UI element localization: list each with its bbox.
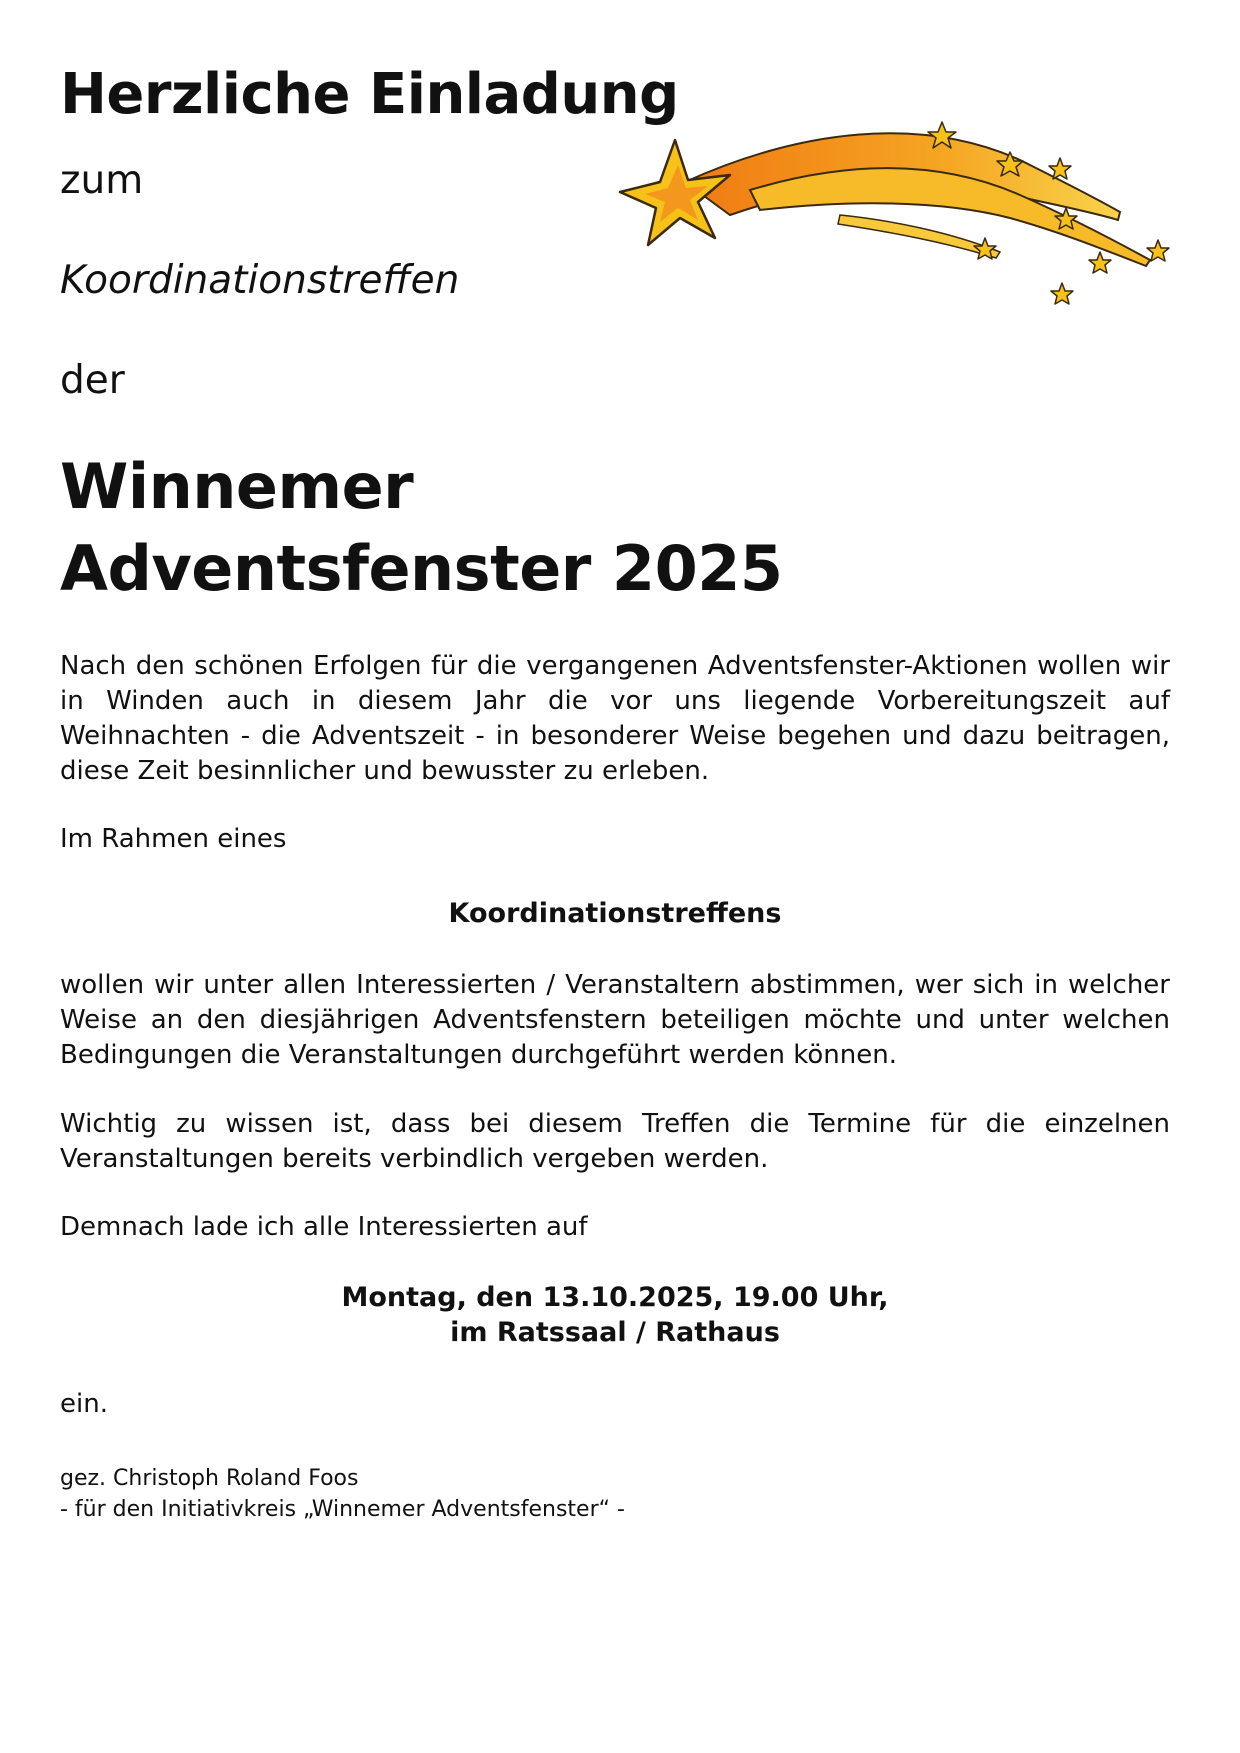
purpose-paragraph: wollen wir unter allen Interessierten / Veranstaltern abstimmen, wer sich in welcher Weise an den diesjährigen Adventsfenstern beteiligen möchte und unter welchen Bedingungen die Veranstaltungen durchgeführt werden können.: [60, 970, 1170, 1070]
event-name: Koordinationstreffen: [60, 258, 460, 303]
small-star-icon: [1051, 283, 1073, 304]
invite-text: Demnach lade ich alle Interessierten auf: [60, 1212, 588, 1242]
event-date: Montag, den 13.10.2025, 19.00 Uhr,: [341, 1282, 889, 1313]
intro-paragraph: Nach den schönen Erfolgen für die vergangenen Adventsfenster-Aktionen wollen wir in Winden auch in diesem Jahr die vor uns liegende Vorbereitungszeit auf Weihnachten - die Adventszeit - in besonderer Weise begehen und dazu beitragen, diese Zeit besinnlicher und bewusster zu erleben.: [60, 651, 1170, 786]
signature: [60, 1463, 625, 1525]
rahmen-text: Im Rahmen eines: [60, 824, 287, 854]
event-location: im Ratssaal / Rathaus: [450, 1317, 780, 1348]
small-star-icon: [1089, 252, 1111, 273]
small-star-icon: [1147, 240, 1169, 261]
der-text: der: [60, 358, 125, 403]
event-details: [60, 1280, 1170, 1350]
signature-organization: - für den Initiativkreis „Winnemer Adventsfenster“ -: [60, 1497, 625, 1522]
meeting-label: Koordinationstreffens: [448, 898, 782, 929]
shooting-star-icon: [590, 120, 1220, 355]
event-title-line2: Adventsfenster 2025: [60, 532, 783, 605]
event-title-line1: Winnemer: [60, 450, 414, 523]
signature-name: gez. Christoph Roland Foos: [60, 1466, 359, 1491]
zum-text: zum: [60, 158, 144, 203]
important-paragraph: Wichtig zu wissen ist, dass bei diesem Treffen die Termine für die einzelnen Veranstaltungen bereits verbindlich vergeben werden.: [60, 1109, 1170, 1174]
invitation-heading: Herzliche Einladung: [60, 62, 679, 127]
closing-text: ein.: [60, 1389, 108, 1419]
event-title: [60, 446, 782, 610]
